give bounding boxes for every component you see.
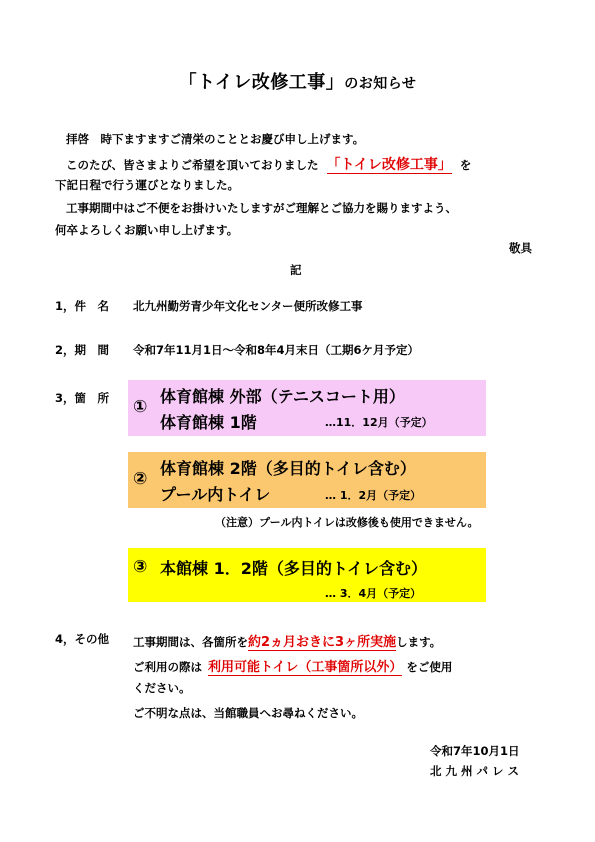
item4-line-2-red: 利用可能トイレ（工事箇所以外）	[208, 660, 403, 675]
location-1-line-2: 体育館棟 1階	[160, 413, 257, 432]
item4-label: 4，その他	[55, 632, 110, 646]
intro-highlight: 「トイレ改修工事」	[326, 157, 452, 173]
footer-date: 令和7年10月1日	[430, 744, 520, 758]
title-suffix: のお知らせ	[344, 76, 417, 92]
item4-line-2-post: をご使用	[406, 660, 453, 674]
location-2-line-2: プール内トイレ	[160, 485, 271, 504]
closing-keigu: 敬具	[509, 241, 532, 255]
location-1-mark: ①	[133, 397, 148, 417]
location-1-line-1: 体育館棟 外部（テニスコート用）	[160, 387, 405, 406]
location-3-line-1: 本館棟 1．2階（多目的トイレ含む）	[160, 559, 428, 578]
intro-line-2	[66, 154, 471, 174]
item4-line-1-pre: 工事期間は、各箇所を	[133, 635, 248, 649]
intro-line-4: 工事期間中はご不便をお掛けいたしますがご理解とご協力を賜りますよう、	[66, 201, 457, 215]
intro-line-2-post: を	[459, 158, 472, 172]
location-2-note: （注意）プール内トイレは改修後も使用できません。	[215, 516, 479, 529]
item4-line-1	[133, 631, 441, 650]
intro-line-3: 下記日程で行う運びとなりました。	[55, 178, 239, 192]
ki-heading: 記	[290, 263, 302, 277]
item1-label: 1，件 名	[55, 299, 110, 313]
location-2-mark: ②	[133, 469, 148, 489]
item2-value: 令和7年11月1日～令和8年4月末日（工期6ケ月予定）	[133, 343, 420, 357]
location-3-period: … 3．4月（予定）	[325, 587, 422, 600]
item4-line-4: ご不明な点は、当館職員へお尋ねください。	[133, 706, 363, 720]
location-1-period: …11．12月（予定）	[325, 416, 433, 429]
item4-line-2	[133, 656, 452, 675]
item4-line-3: ください。	[133, 681, 191, 695]
location-3-mark: ③	[133, 557, 148, 577]
item4-line-1-red: 約2ヵ月おきに3ヶ所実施	[248, 635, 397, 650]
item3-label: 3，箇 所	[55, 391, 110, 405]
location-2-line-1: 体育館棟 2階（多目的トイレ含む）	[160, 459, 416, 478]
item2-label: 2，期 間	[55, 343, 110, 357]
page-title	[0, 68, 595, 94]
intro-line-1: 拝啓 時下ますますご清栄のこととお慶び申し上げます。	[66, 132, 365, 146]
item4-line-2-pre: ご利用の際は	[133, 660, 202, 674]
item1-value: 北九州勤労青少年文化センター便所改修工事	[133, 299, 363, 313]
intro-line-5: 何卒よろしくお願い申し上げます。	[55, 223, 239, 237]
title-main: 「トイレ改修工事」	[178, 72, 345, 93]
location-2-period: … 1．2月（予定）	[325, 489, 422, 502]
footer-org: 北 九 州 パ レ ス	[430, 764, 520, 778]
intro-line-2-pre: このたび、皆さまよりご希望を頂いておりました	[66, 158, 319, 172]
item4-line-1-post: します。	[396, 635, 442, 649]
